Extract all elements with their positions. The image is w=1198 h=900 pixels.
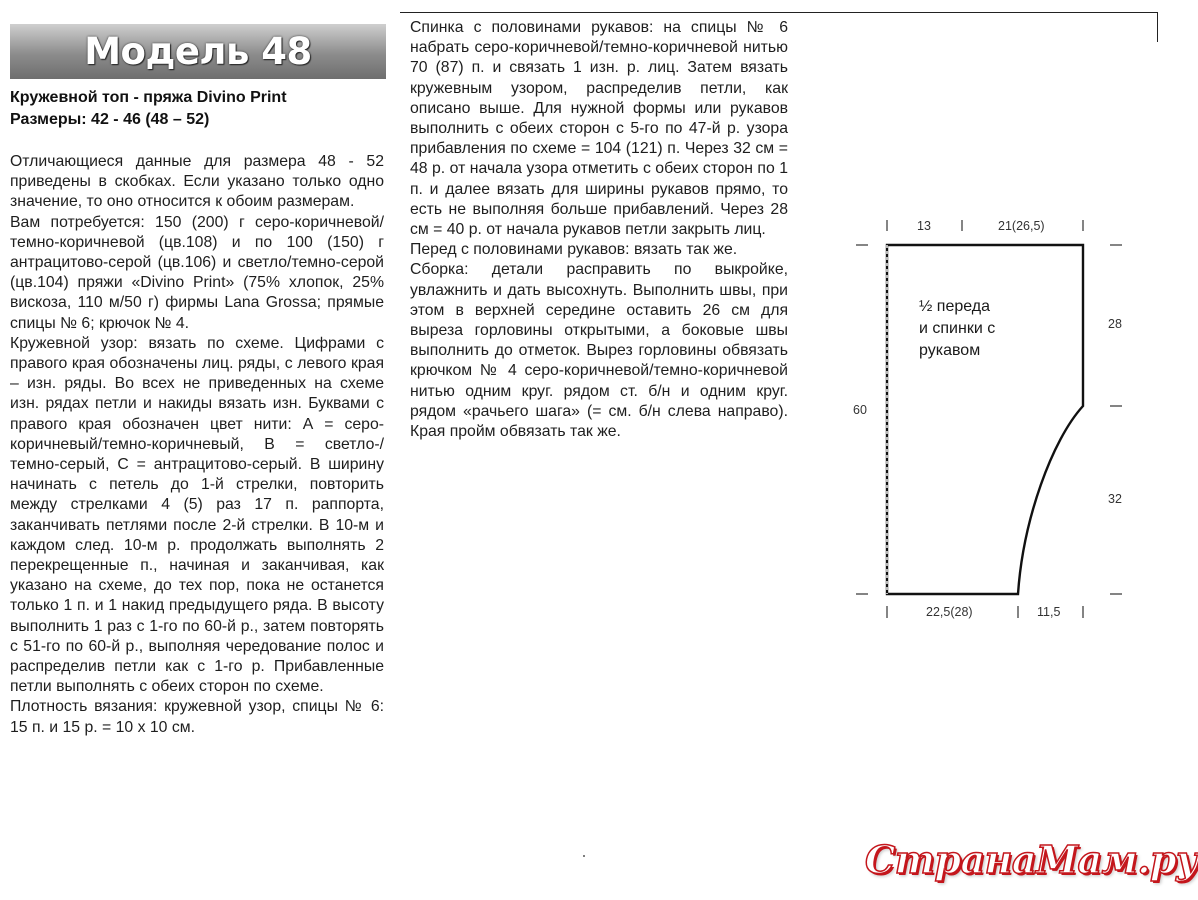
frame-top-rule [400,12,1158,13]
article-heading [10,87,390,131]
paragraph-lace-pattern: Кружевной узор: вязать по схеме. Цифрами с правого края обозначены лиц. ряды, с левого края – изн. ряды. Во всех не приведенных на схеме изн. рядах петли и накиды вязать изн. Буквами с правого края обозначен цвет нити: А = серо-коричневый/темно-коричневый, В = светло-/темно-серый, С = антрацитово-серый. В ширину начинать с петель до 1-й стрелки, повторить между стрелками 4 (5) раз 17 п. раппорта, заканчивать петлями после 2-й стрелки. В 10-м и каждом след. 10-м р. продолжать выполнять 2 перекрещенные п., начиная и заканчивая, как указано на схеме, до тех пор, пока не останется только 1 п. и 1 накид предыдущего ряда. В высоту выполнить 1 раз с 1-го по 60-й р., затем повторять с 51-го по 60-й р., выполняя чередование полос и распределив петли как с 1-го р. Прибавленные петли выполнять с обеих сторон по схеме. [10,334,384,696]
dim-left: 60 [853,403,867,417]
schematic-label-line: рукавом [919,342,981,359]
speck [583,855,585,857]
pattern-schematic [840,210,1140,620]
dim-right-upper: 28 [1108,317,1122,331]
middle-text-column [410,18,788,442]
paragraph-back: Спинка с половинами рукавов: на спицы № 6 набрать серо-коричневой/темно-коричневой нитью 70 (87) п. и связать 1 изн. р. лиц. Затем вязать кружевным узором, распределив петли, как описано выше. Для нужной формы или рукавов выполнить с обеих сторон с 5-го по 47-й р. узора прибавления по схеме = 104 (121) п. Через 32 см = 48 р. от начала узора отметить с обеих сторон по 1 п. и далее вязать для ширины рукавов прямо, то есть не выполняя больше прибавлений. Через 28 см = 40 р. от начала рукавов петли закрыть лиц. [410,19,788,239]
dim-bottom-right: 11,5 [1037,605,1061,619]
model-banner [10,24,386,79]
paragraph-front: Перед с половинами рукавов: вязать так же. [410,241,738,259]
left-text-column [10,152,384,738]
frame-right-rule [1157,12,1158,42]
dim-top-left: 13 [917,219,931,233]
paragraph-assembly: Сборка: детали расправить по выкройке, увлажнить и дать высохнуть. Выполнить швы, при этом в верхней середине оставить 26 см для выреза горловины открытыми, а боковые швы выполнить до отметок. Вырез горловины обвязать крючком № 4 серо-коричневой/темно-коричневой нитью одним круг. рядом ст. б/н и одним круг. рядом «рачьего шага» (= см. б/н слева направо). Края пройм обвязать так же. [410,261,788,441]
dim-bottom-left: 22,5(28) [926,605,973,619]
paragraph-size-note: Отличающиеся данные для размера 48 - 52 приведены в скобках. Если указано только одно значение, то оно относится к обоим размерам. [10,153,384,211]
schematic-label-line: ½ переда [919,298,991,315]
product-title: Кружевной топ - пряжа Divino Print [10,89,287,106]
paragraph-materials: Вам потребуется: 150 (200) г серо-коричневой/темно-коричневой (цв.108) и по 100 (150) г антрацитово-серой (цв.106) и светло/темно-серой (цв.104) пряжи «Divino Print» (75% хлопок, 25% вискоза, 110 м/50 г) фирмы Lana Grossa; прямые спицы № 6; крючок № 4. [10,213,384,332]
schematic-drawing [840,210,1140,620]
dim-top-right: 21(26,5) [998,219,1045,233]
size-info: Размеры: 42 - 46 (48 – 52) [10,111,210,128]
paragraph-gauge: Плотность вязания: кружевной узор, спицы № 6: 15 п. и 15 р. = 10 х 10 см. [10,698,384,736]
schematic-label [919,296,1029,362]
schematic-label-line: и спинки с [919,320,996,337]
site-watermark: СтранаМам.ру [865,837,1198,882]
dim-right-lower: 32 [1108,492,1122,506]
model-title: Модель 48 [84,30,312,73]
